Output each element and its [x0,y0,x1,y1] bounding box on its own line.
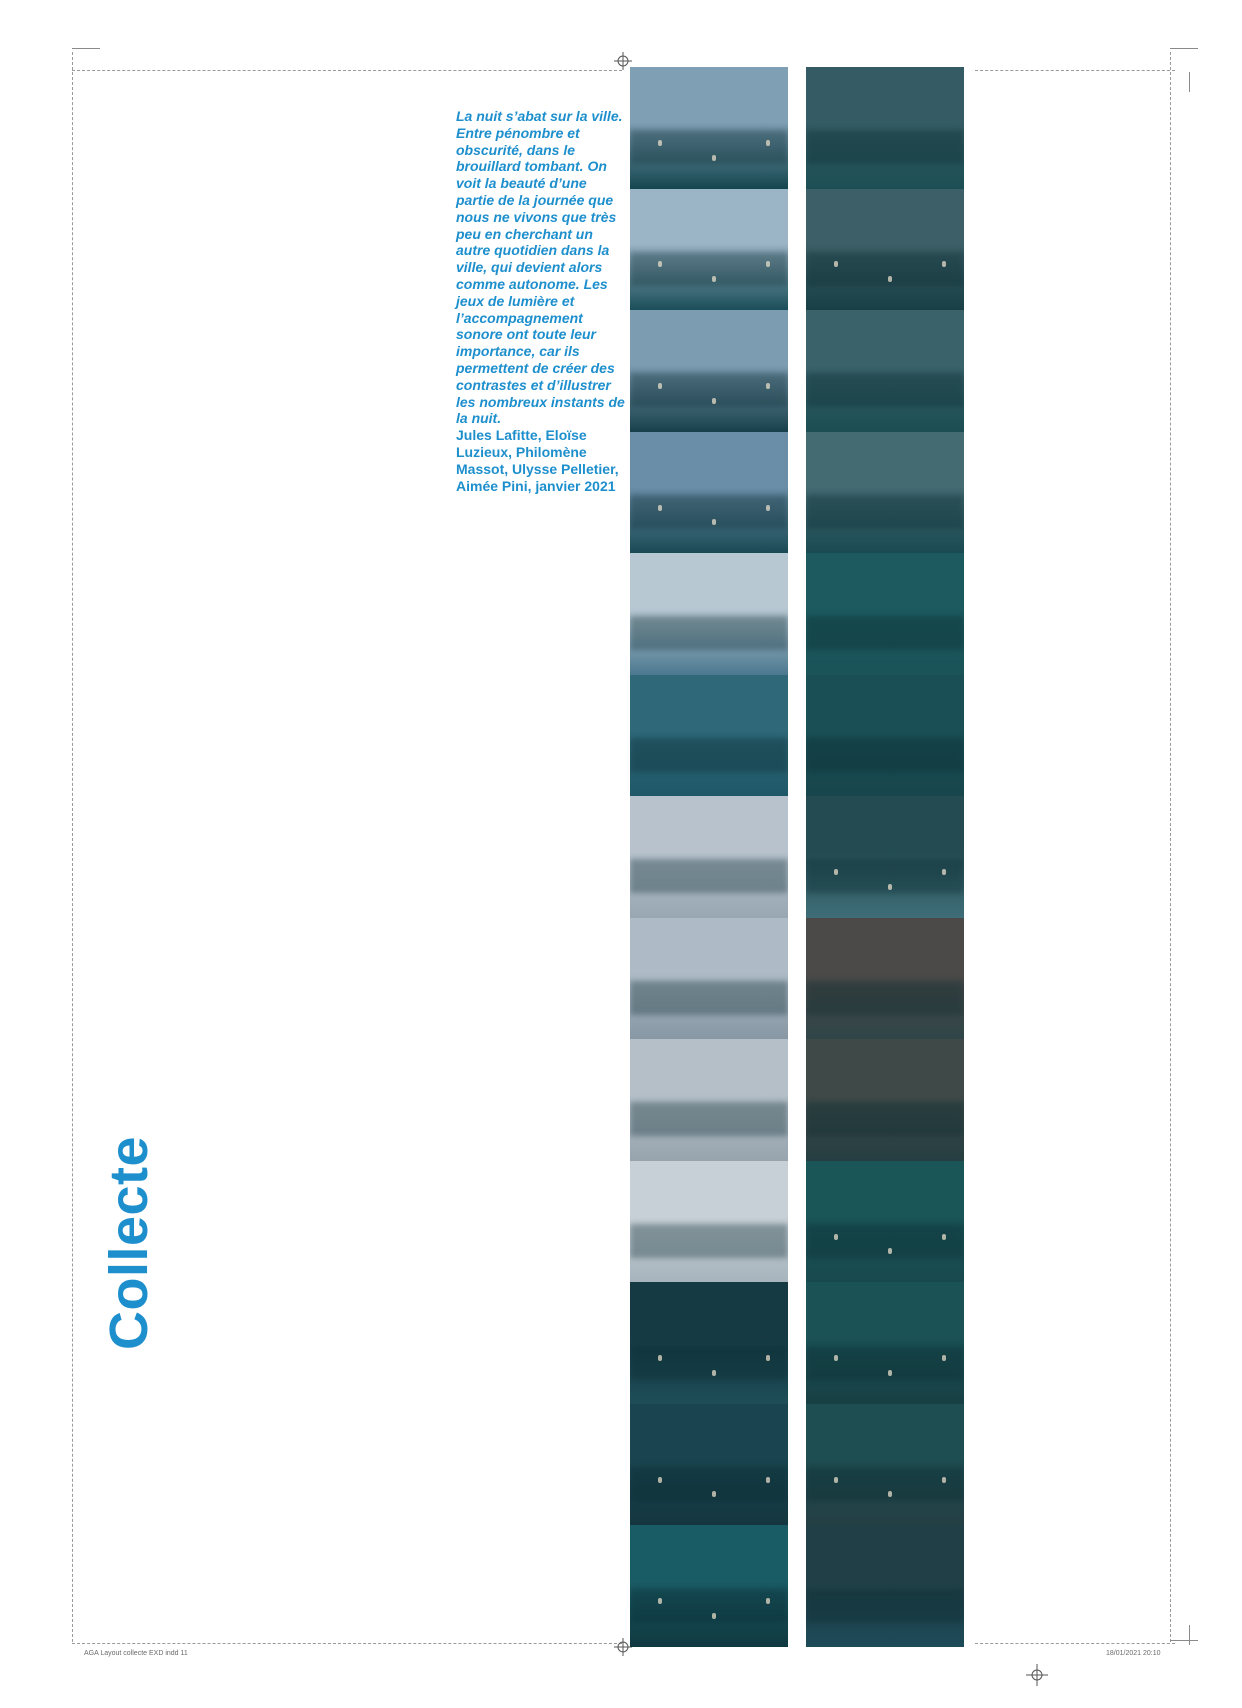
trim-line-top-right [975,70,1175,71]
photo-frame [630,675,788,797]
photo-frame [806,189,964,311]
light-speck [712,1613,716,1619]
registration-mark-icon [1026,1664,1048,1686]
trim-line-right [1170,52,1171,1642]
photo-horizon [630,130,788,164]
crop-mark [1170,1640,1198,1641]
light-speck [942,1234,946,1240]
light-speck [942,1355,946,1361]
photo-frame [630,432,788,554]
intro-text-block [456,108,626,494]
photo-frame [806,1039,964,1161]
photo-horizon [630,616,788,650]
photo-horizon [806,738,964,772]
photo-frame [806,675,964,797]
photo-frame [806,1525,964,1647]
photo-strip-left [630,67,788,1647]
light-speck [712,276,716,282]
footer-slug-right: 18/01/2021 20:10 [1106,1650,1161,1657]
photo-frame [806,1282,964,1404]
photo-frame [630,67,788,189]
photo-horizon [630,1224,788,1258]
photo-horizon [806,130,964,164]
light-speck [942,1477,946,1483]
light-speck [942,261,946,267]
photo-horizon [630,495,788,529]
crop-mark [1189,72,1190,92]
photo-frame [806,310,964,432]
photo-horizon [806,373,964,407]
photo-horizon [630,981,788,1015]
crop-mark [72,48,100,49]
intro-paragraph: La nuit s’abat sur la ville. Entre pénombre et obscurité, dans le brouillard tombant. On voit la beauté d’une partie de la journée que nous ne vivons que très peu en cherchant un autre quotidien dans la ville, qui devient alors comme autonome. Les jeux de lumière et l’accompagnement sonore ont toute leur importance, car ils permettent de créer des contrastes et d’illustrer les nombreux instants de la nuit. [456,108,625,427]
photo-horizon [806,1467,964,1501]
light-speck [766,1477,770,1483]
light-speck [834,1234,838,1240]
photo-frame [630,189,788,311]
photo-horizon [806,252,964,286]
photo-horizon [806,1224,964,1258]
trim-line-left [72,52,73,1642]
photo-frame [630,1525,788,1647]
light-speck [942,869,946,875]
light-speck [712,519,716,525]
light-speck [766,383,770,389]
light-speck [888,1370,892,1376]
photo-frame [806,553,964,675]
photo-horizon [806,1102,964,1136]
photo-frame [630,1161,788,1283]
photo-frame [630,918,788,1040]
photo-horizon [630,252,788,286]
photo-frame [630,1404,788,1526]
photo-frame [630,796,788,918]
photo-horizon [630,1102,788,1136]
photo-frame [806,1161,964,1283]
light-speck [766,1355,770,1361]
photo-frame [806,1404,964,1526]
photo-horizon [630,1467,788,1501]
crop-mark [1170,48,1198,49]
light-speck [766,1598,770,1604]
page-title: Collecte [99,1135,159,1350]
photo-horizon [806,1589,964,1623]
photo-horizon [630,859,788,893]
photo-horizon [806,859,964,893]
photo-frame [630,310,788,432]
photo-frame [806,918,964,1040]
light-speck [658,505,662,511]
photo-horizon [630,738,788,772]
light-speck [712,1370,716,1376]
light-speck [766,505,770,511]
photo-horizon [630,373,788,407]
light-speck [888,276,892,282]
credits: Jules Lafitte, Eloïse Luzieux, Philomène Massot, Ulysse Pelletier, Aimée Pini, janvier 2021 [456,427,619,494]
light-speck [766,140,770,146]
photo-horizon [806,1346,964,1380]
photo-horizon [806,495,964,529]
photo-horizon [806,981,964,1015]
trim-line-bottom-right [975,1643,1175,1644]
photo-strip-right [806,67,964,1647]
photo-frame [806,796,964,918]
photo-frame [806,432,964,554]
light-speck [712,398,716,404]
trim-line-bottom [72,1643,622,1644]
light-speck [888,884,892,890]
photo-frame [806,67,964,189]
photo-horizon [630,1346,788,1380]
photo-horizon [630,1589,788,1623]
trim-line-top [72,70,622,71]
crop-mark [1189,1625,1190,1645]
photo-frame [630,553,788,675]
light-speck [766,261,770,267]
photo-horizon [806,616,964,650]
photo-frame [630,1282,788,1404]
footer-slug-left: AGA Layout collecte EXD indd 11 [84,1650,188,1657]
light-speck [712,155,716,161]
photo-frame [630,1039,788,1161]
